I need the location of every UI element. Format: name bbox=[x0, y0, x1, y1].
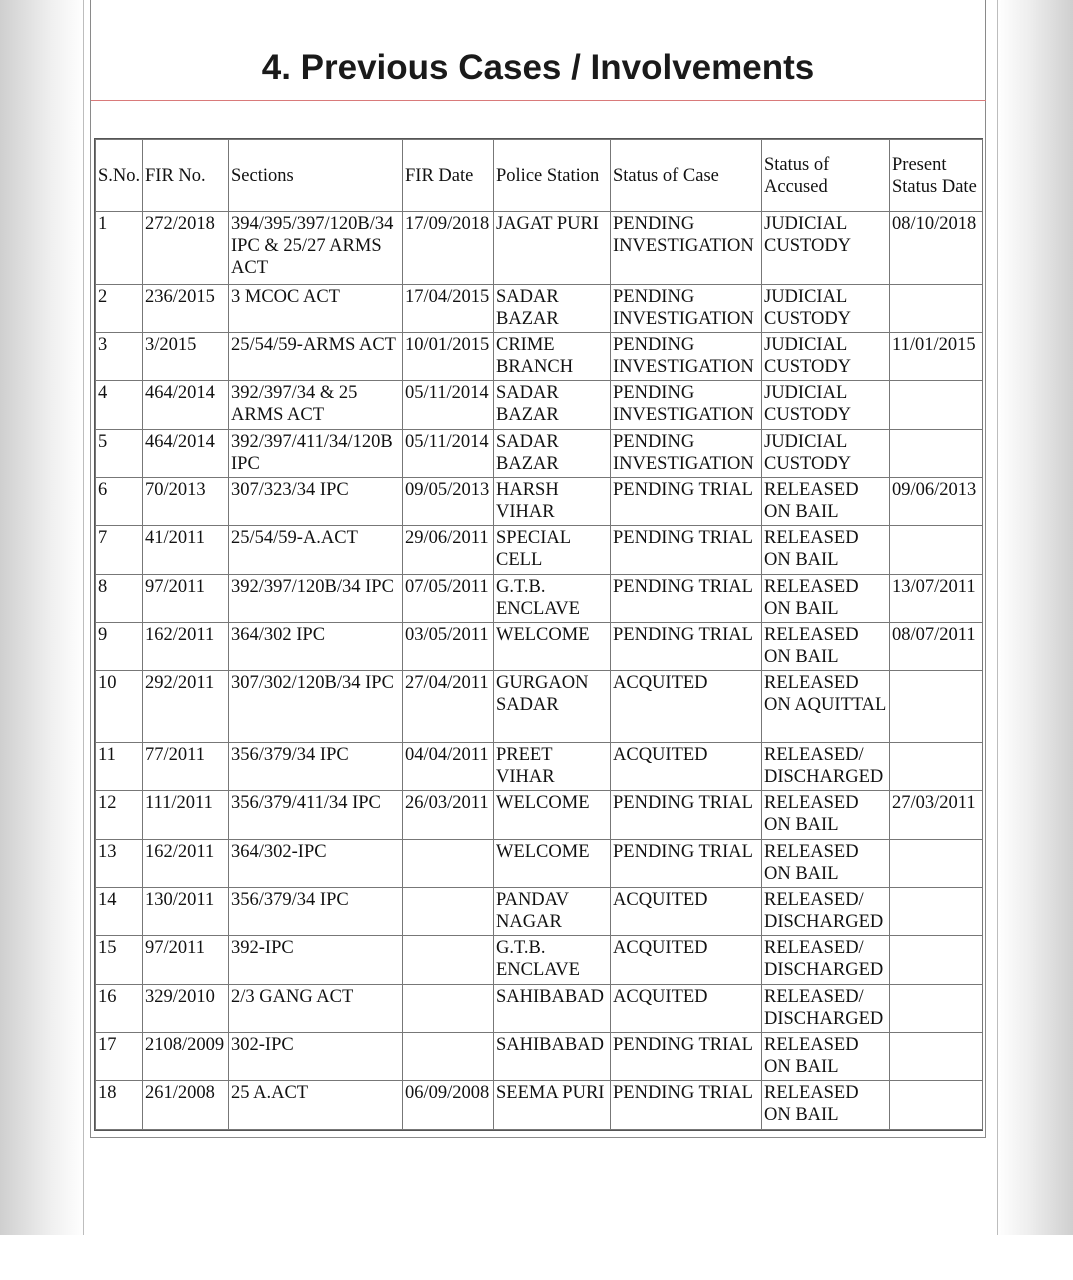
cell-sections: 25/54/59-A.ACT bbox=[229, 526, 403, 574]
cell-fir-no: 41/2011 bbox=[143, 526, 229, 574]
header-status-of-case: Status of Case bbox=[611, 140, 762, 212]
cell-sections: 3 MCOC ACT bbox=[229, 284, 403, 332]
cell-status-of-case: PENDING TRIAL bbox=[611, 526, 762, 574]
cell-status-of-accused: RELEASED ON BAIL bbox=[762, 1033, 890, 1081]
section-title: 4. Previous Cases / Involvements bbox=[261, 48, 815, 87]
cell-present-status-date bbox=[890, 284, 983, 332]
cell-status-of-accused: JUDICIAL CUSTODY bbox=[762, 429, 890, 477]
table-row bbox=[96, 526, 983, 574]
previous-cases-table bbox=[95, 139, 983, 1130]
header-fir-date: FIR Date bbox=[403, 140, 494, 212]
cell-present-status-date: 11/01/2015 bbox=[890, 332, 983, 380]
cell-sections: 392/397/120B/34 IPC bbox=[229, 574, 403, 622]
cell-fir-no: 272/2018 bbox=[143, 212, 229, 285]
cell-fir-no: 261/2008 bbox=[143, 1081, 229, 1130]
header-fir-no: FIR No. bbox=[143, 140, 229, 212]
cell-police-station: WELCOME bbox=[494, 839, 611, 887]
cell-fir-no: 162/2011 bbox=[143, 623, 229, 671]
cell-sno: 6 bbox=[96, 477, 143, 525]
cell-fir-no: 329/2010 bbox=[143, 984, 229, 1032]
table-row bbox=[96, 212, 983, 285]
cell-fir-no: 70/2013 bbox=[143, 477, 229, 525]
table-row bbox=[96, 671, 983, 743]
table-row bbox=[96, 984, 983, 1032]
cell-present-status-date bbox=[890, 984, 983, 1032]
cell-sections: 364/302-IPC bbox=[229, 839, 403, 887]
cell-present-status-date: 08/10/2018 bbox=[890, 212, 983, 285]
cell-fir-date: 05/11/2014 bbox=[403, 429, 494, 477]
cell-sno: 1 bbox=[96, 212, 143, 285]
table-row bbox=[96, 1081, 983, 1130]
cell-present-status-date: 09/06/2013 bbox=[890, 477, 983, 525]
cell-police-station: JAGAT PURI bbox=[494, 212, 611, 285]
cell-sno: 12 bbox=[96, 791, 143, 839]
cell-fir-date bbox=[403, 936, 494, 984]
cell-police-station: HARSH VIHAR bbox=[494, 477, 611, 525]
table-row bbox=[96, 477, 983, 525]
cell-fir-date: 06/09/2008 bbox=[403, 1081, 494, 1130]
cell-status-of-accused: RELEASED ON BAIL bbox=[762, 477, 890, 525]
header-police-station: Police Station bbox=[494, 140, 611, 212]
cell-status-of-case: ACQUITED bbox=[611, 742, 762, 790]
cell-police-station: WELCOME bbox=[494, 791, 611, 839]
table-row bbox=[96, 284, 983, 332]
cell-fir-date: 17/04/2015 bbox=[403, 284, 494, 332]
table-row bbox=[96, 623, 983, 671]
table-header-row bbox=[96, 140, 983, 212]
cell-present-status-date bbox=[890, 742, 983, 790]
cell-status-of-accused: JUDICIAL CUSTODY bbox=[762, 381, 890, 429]
cell-fir-date bbox=[403, 839, 494, 887]
cell-police-station: SAHIBABAD bbox=[494, 1033, 611, 1081]
cell-fir-date: 09/05/2013 bbox=[403, 477, 494, 525]
cell-sections: 394/395/397/120B/34 IPC & 25/27 ARMS ACT bbox=[229, 212, 403, 285]
cell-fir-no: 130/2011 bbox=[143, 888, 229, 936]
cell-fir-date: 05/11/2014 bbox=[403, 381, 494, 429]
cell-sno: 16 bbox=[96, 984, 143, 1032]
cell-police-station: WELCOME bbox=[494, 623, 611, 671]
cell-fir-date: 03/05/2011 bbox=[403, 623, 494, 671]
cell-sno: 4 bbox=[96, 381, 143, 429]
title-divider bbox=[91, 100, 986, 101]
cell-fir-date: 07/05/2011 bbox=[403, 574, 494, 622]
cell-sections: 307/323/34 IPC bbox=[229, 477, 403, 525]
cell-fir-no: 162/2011 bbox=[143, 839, 229, 887]
cell-status-of-case: ACQUITED bbox=[611, 984, 762, 1032]
cell-status-of-case: ACQUITED bbox=[611, 936, 762, 984]
cell-status-of-case: PENDING TRIAL bbox=[611, 574, 762, 622]
cell-fir-no: 2108/2009 bbox=[143, 1033, 229, 1081]
cell-status-of-accused: RELEASED ON BAIL bbox=[762, 1081, 890, 1130]
cell-present-status-date bbox=[890, 1081, 983, 1130]
cell-fir-date: 10/01/2015 bbox=[403, 332, 494, 380]
table-row bbox=[96, 791, 983, 839]
cell-status-of-case: PENDING INVESTIGATION bbox=[611, 381, 762, 429]
cell-status-of-case: PENDING TRIAL bbox=[611, 477, 762, 525]
cell-police-station: CRIME BRANCH bbox=[494, 332, 611, 380]
cell-fir-no: 3/2015 bbox=[143, 332, 229, 380]
header-status-of-accused: Status of Accused bbox=[762, 140, 890, 212]
cell-status-of-accused: JUDICIAL CUSTODY bbox=[762, 284, 890, 332]
cell-status-of-case: PENDING TRIAL bbox=[611, 791, 762, 839]
cell-sections: 307/302/120B/34 IPC bbox=[229, 671, 403, 743]
table-row bbox=[96, 332, 983, 380]
cell-police-station: SADAR BAZAR bbox=[494, 381, 611, 429]
cell-status-of-case: ACQUITED bbox=[611, 671, 762, 743]
cell-sections: 392/397/411/34/120B IPC bbox=[229, 429, 403, 477]
cell-sno: 7 bbox=[96, 526, 143, 574]
cell-status-of-case: PENDING INVESTIGATION bbox=[611, 429, 762, 477]
cell-status-of-case: PENDING INVESTIGATION bbox=[611, 212, 762, 285]
cell-status-of-case: PENDING INVESTIGATION bbox=[611, 332, 762, 380]
cell-sno: 17 bbox=[96, 1033, 143, 1081]
cell-status-of-accused: RELEASED/ DISCHARGED bbox=[762, 936, 890, 984]
cell-police-station: GURGAON SADAR bbox=[494, 671, 611, 743]
table-body bbox=[96, 212, 983, 1130]
left-page-shadow bbox=[0, 0, 84, 1235]
cell-sno: 18 bbox=[96, 1081, 143, 1130]
cell-fir-no: 111/2011 bbox=[143, 791, 229, 839]
cell-status-of-accused: RELEASED/ DISCHARGED bbox=[762, 742, 890, 790]
cell-status-of-accused: RELEASED ON AQUITTAL bbox=[762, 671, 890, 743]
cell-sno: 11 bbox=[96, 742, 143, 790]
cell-sno: 10 bbox=[96, 671, 143, 743]
cell-sections: 356/379/34 IPC bbox=[229, 888, 403, 936]
cell-sections: 25 A.ACT bbox=[229, 1081, 403, 1130]
table-row bbox=[96, 742, 983, 790]
cell-fir-date bbox=[403, 888, 494, 936]
header-sno: S.No. bbox=[96, 140, 143, 212]
cell-fir-no: 464/2014 bbox=[143, 381, 229, 429]
bottom-margin bbox=[0, 1235, 1073, 1280]
cell-fir-no: 97/2011 bbox=[143, 936, 229, 984]
cell-status-of-case: PENDING INVESTIGATION bbox=[611, 284, 762, 332]
table-row bbox=[96, 429, 983, 477]
cell-sections: 25/54/59-ARMS ACT bbox=[229, 332, 403, 380]
cell-present-status-date bbox=[890, 936, 983, 984]
cell-sections: 392-IPC bbox=[229, 936, 403, 984]
cell-sections: 364/302 IPC bbox=[229, 623, 403, 671]
cell-status-of-accused: RELEASED ON BAIL bbox=[762, 839, 890, 887]
cell-status-of-accused: RELEASED ON BAIL bbox=[762, 791, 890, 839]
cell-present-status-date: 13/07/2011 bbox=[890, 574, 983, 622]
cell-fir-no: 292/2011 bbox=[143, 671, 229, 743]
header-present-status-date: Present Status Date bbox=[890, 140, 983, 212]
cell-status-of-case: ACQUITED bbox=[611, 888, 762, 936]
table-row bbox=[96, 1033, 983, 1081]
cell-status-of-accused: RELEASED ON BAIL bbox=[762, 623, 890, 671]
cell-sections: 302-IPC bbox=[229, 1033, 403, 1081]
table-row bbox=[96, 381, 983, 429]
cell-police-station: SADAR BAZAR bbox=[494, 429, 611, 477]
cell-police-station: PREET VIHAR bbox=[494, 742, 611, 790]
table-row bbox=[96, 574, 983, 622]
cell-status-of-accused: RELEASED ON BAIL bbox=[762, 574, 890, 622]
cell-status-of-accused: JUDICIAL CUSTODY bbox=[762, 212, 890, 285]
cell-police-station: G.T.B. ENCLAVE bbox=[494, 936, 611, 984]
cell-fir-no: 464/2014 bbox=[143, 429, 229, 477]
cell-present-status-date: 27/03/2011 bbox=[890, 791, 983, 839]
cell-police-station: SADAR BAZAR bbox=[494, 284, 611, 332]
cell-sections: 356/379/34 IPC bbox=[229, 742, 403, 790]
cell-present-status-date bbox=[890, 671, 983, 743]
cell-sections: 356/379/411/34 IPC bbox=[229, 791, 403, 839]
cell-fir-date bbox=[403, 984, 494, 1032]
table-row bbox=[96, 936, 983, 984]
cell-police-station: SEEMA PURI bbox=[494, 1081, 611, 1130]
cell-sections: 2/3 GANG ACT bbox=[229, 984, 403, 1032]
cell-present-status-date bbox=[890, 429, 983, 477]
cell-fir-date: 17/09/2018 bbox=[403, 212, 494, 285]
cell-status-of-case: PENDING TRIAL bbox=[611, 1081, 762, 1130]
cell-status-of-accused: RELEASED/ DISCHARGED bbox=[762, 888, 890, 936]
cell-sno: 5 bbox=[96, 429, 143, 477]
cell-status-of-accused: JUDICIAL CUSTODY bbox=[762, 332, 890, 380]
cell-police-station: SAHIBABAD bbox=[494, 984, 611, 1032]
cell-status-of-accused: RELEASED ON BAIL bbox=[762, 526, 890, 574]
cell-sno: 14 bbox=[96, 888, 143, 936]
cell-fir-date: 26/03/2011 bbox=[403, 791, 494, 839]
cell-fir-no: 236/2015 bbox=[143, 284, 229, 332]
previous-cases-table-container bbox=[94, 138, 983, 1131]
cell-fir-date: 04/04/2011 bbox=[403, 742, 494, 790]
cell-fir-no: 97/2011 bbox=[143, 574, 229, 622]
header-sections: Sections bbox=[229, 140, 403, 212]
cell-present-status-date: 08/07/2011 bbox=[890, 623, 983, 671]
cell-present-status-date bbox=[890, 839, 983, 887]
cell-fir-no: 77/2011 bbox=[143, 742, 229, 790]
cell-sno: 9 bbox=[96, 623, 143, 671]
cell-present-status-date bbox=[890, 381, 983, 429]
cell-sno: 3 bbox=[96, 332, 143, 380]
cell-status-of-case: PENDING TRIAL bbox=[611, 839, 762, 887]
table-row bbox=[96, 888, 983, 936]
cell-sno: 2 bbox=[96, 284, 143, 332]
cell-fir-date bbox=[403, 1033, 494, 1081]
cell-status-of-case: PENDING TRIAL bbox=[611, 623, 762, 671]
cell-police-station: G.T.B. ENCLAVE bbox=[494, 574, 611, 622]
cell-present-status-date bbox=[890, 1033, 983, 1081]
cell-status-of-accused: RELEASED/ DISCHARGED bbox=[762, 984, 890, 1032]
table-row bbox=[96, 839, 983, 887]
cell-sections: 392/397/34 & 25 ARMS ACT bbox=[229, 381, 403, 429]
cell-fir-date: 29/06/2011 bbox=[403, 526, 494, 574]
cell-sno: 8 bbox=[96, 574, 143, 622]
cell-status-of-case: PENDING TRIAL bbox=[611, 1033, 762, 1081]
cell-fir-date: 27/04/2011 bbox=[403, 671, 494, 743]
right-page-shadow bbox=[997, 0, 1073, 1235]
cell-police-station: SPECIAL CELL bbox=[494, 526, 611, 574]
cell-present-status-date bbox=[890, 888, 983, 936]
cell-police-station: PANDAV NAGAR bbox=[494, 888, 611, 936]
cell-sno: 15 bbox=[96, 936, 143, 984]
cell-present-status-date bbox=[890, 526, 983, 574]
cell-sno: 13 bbox=[96, 839, 143, 887]
